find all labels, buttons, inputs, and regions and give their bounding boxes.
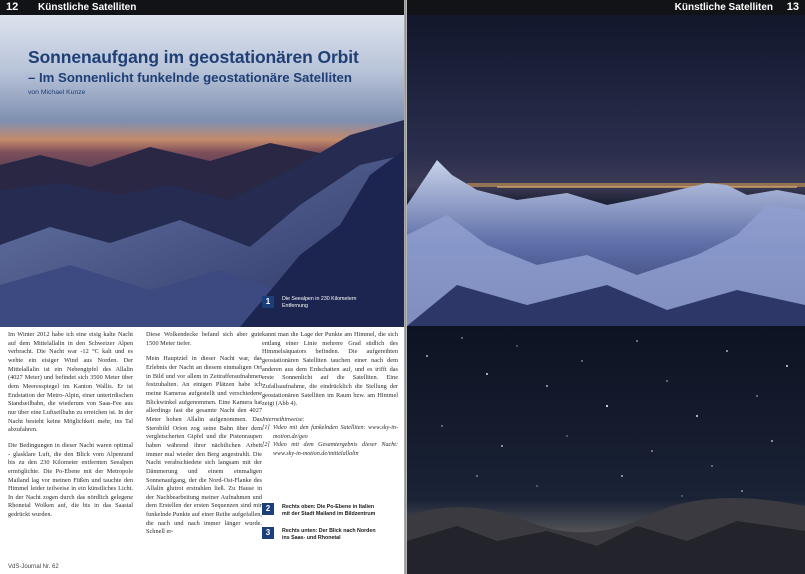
article-title: Sonnenaufgang im geostationären Orbit xyxy=(28,47,359,67)
reference-key: [2] xyxy=(262,442,270,449)
article-subtitle: – Im Sonnenlicht funkelnde geostationäre Satelliten xyxy=(28,70,352,85)
caption-3 xyxy=(262,527,402,542)
text-column-3 xyxy=(262,331,398,458)
caption-2-text: Rechts oben: Die Po-Ebene in Italien mit der Stadt Mailand im Bildzentrum xyxy=(282,504,376,517)
caption-3-text: Rechts unten: Der Blick nach Norden ins Saas- und Rhonetal xyxy=(282,528,376,541)
article-author: von Michael Kunze xyxy=(28,89,86,96)
left-section-title: Künstliche Satelliten xyxy=(38,2,137,13)
right-section-title: Künstliche Satelliten xyxy=(674,2,773,13)
caption-1 xyxy=(262,296,357,310)
paragraph: Diese Wolkendecke befand sich aber gute 1500 Meter tiefer. xyxy=(146,331,262,347)
reference-text: Video mit dem Gesamtergebnis dieser Nacht: www.sky-in-motion.de/mittelallalin xyxy=(273,442,398,457)
paragraph: Die Bedingungen in dieser Nacht waren optimal - glasklare Luft, die den Blick vom Alpenrand bis zu den 230 Kilometer entfernten Seealpen ermöglichte. Die Po-Ebene mit der Metropole Mailand lag vor meinen Füßen und tauchte den Himmel leider teilweise in ein künstliches Licht. In der Nacht zogen durch das nördlich gelegene Rhonetal Wolken auf, die bis in das Saastal gedrückt wurden. xyxy=(8,441,133,519)
caption-2 xyxy=(262,503,402,518)
caption-3-number: 3 xyxy=(262,527,274,539)
right-page-number: 13 xyxy=(786,1,799,13)
paragraph: kannt man die Lage der Punkte am Himmel, die sich entlang einer Linie mehrere Grad südlich des Himmelsäquators befinden. Die aufgereihten geostationären Satelliten tauchen einer nach dem anderen aus dem Erdschatten auf, und es trifft das erste Sonnenlicht auf die Satelliten. Eine Zufallsaufnahme, die eindrücklich die Stellung der geostationären Satelliten im Raum bzw. am Himmel zeigt (Abb 4). xyxy=(262,331,398,408)
paragraph: Mein Hauptziel in dieser Nacht war, das Erlebnis der Nacht an diesem einmaligen Ort in Bild und vor allem in Zeitrafferaufnahmen festzuhalten. An einigen Plätzen habe ich meine Kameras aufgestellt und verschiedene Blickwinkel aufgenommen. Eine Kamera hat allerdings fast die gesamte Nacht den 4027 Meter hohen Allalin aufgenommen. Das Sternbild Orion zog seine Bahn über dem vergletscherten Gipfel und die Pistenraupen haben während ihrer nächtlichen Arbeit immer mal wieder den Berg angestrahlt. Die Nacht verabschiedete sich langsam mit der Dämmerung und einem einmaligen Sonnenaufgang, der die Nord-Ost-Flanke des Allalin glutrot erstrahlen ließ. Zu Hause in der Nachbearbeitung meiner Aufnahmen und dem Erstellen der ersten Sequenzen sind mir funkelnde Punkte auf einer Reihe aufgefallen, die nach und nach immer länger wurde. Schnell er- xyxy=(146,355,262,536)
article-title-block xyxy=(28,47,398,96)
text-column-1 xyxy=(8,331,133,527)
reference-item xyxy=(262,441,398,458)
po-ebene-photo xyxy=(407,15,805,326)
reference-key: [1] xyxy=(262,425,270,432)
reference-text: Video mit den funkelnden Satelliten: www.sky-in-motion.de/geo xyxy=(273,425,398,440)
right-page xyxy=(407,0,805,574)
caption-1-number: 1 xyxy=(262,296,274,308)
references xyxy=(262,416,398,458)
left-page-number: 12 xyxy=(6,1,19,13)
reference-item xyxy=(262,424,398,441)
references-title: Internethinweise: xyxy=(262,416,305,423)
text-column-2 xyxy=(146,331,262,544)
starry-sky-photo xyxy=(407,326,805,574)
left-header-bar xyxy=(0,0,404,15)
caption-2-number: 2 xyxy=(262,503,274,515)
photo-captions xyxy=(262,503,402,551)
right-header-bar xyxy=(407,0,805,15)
page-footer: VdS-Journal Nr. 62 xyxy=(8,564,59,570)
caption-1-text: Die Seealpen in 230 Kilometern Entfernung xyxy=(282,296,357,309)
paragraph: Im Winter 2012 habe ich eine eisig kalte Nacht auf dem Mittelallalin in den Schweizer Alpen verbracht. Die Nacht war -12 °C kalt und es wehte ein eisiger Wind aus Norden. Der Mittelallalin ist ein Nebengipfel des Allalin (4027 Meter) und befindet sich 3500 Meter über dem Meeresspiegel im Kanton Wallis. Er ist Endstation der Metro-Alpin, einer unterirdischen Standseilbahn, die wiederum von Saas-Fee aus nur über eine Luftseilbahn zu erreichen ist. In der Nacht besteht keine Möglichkeit mehr, ins Tal abzufahren. xyxy=(8,331,133,434)
